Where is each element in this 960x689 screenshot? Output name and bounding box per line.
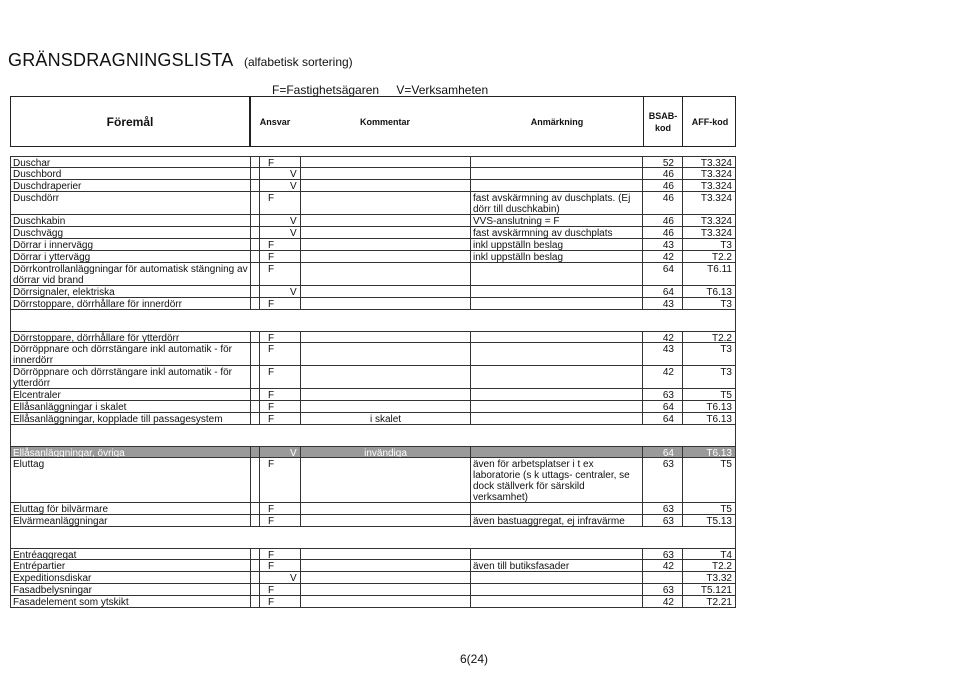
ansvar-f: F	[268, 414, 275, 424]
aff-cell: T2.2	[711, 333, 732, 342]
item-cell: Duschdraperier	[11, 180, 251, 191]
title-subtitle: (alfabetisk sortering)	[243, 55, 353, 69]
anmarkning-cell	[471, 389, 643, 400]
anmarkning-cell	[471, 286, 643, 297]
kommentar-cell	[301, 215, 471, 226]
bsab-cell: 42	[643, 366, 683, 388]
ansvar-f: F	[268, 504, 275, 514]
kommentar-cell	[301, 157, 471, 167]
ansvar-cell	[259, 215, 301, 226]
ansvar-cell	[259, 227, 301, 238]
anmarkning-cell	[471, 584, 643, 595]
bsab-cell: 42	[643, 596, 683, 607]
bsab-cell: 63	[643, 584, 683, 595]
item-cell: Eluttag för bilvärmare	[11, 503, 251, 514]
item-cell: Ellåsanläggningar, kopplade till passagesystem	[11, 413, 251, 424]
aff-cell: T5.121	[700, 585, 732, 595]
ansvar-cell	[259, 401, 301, 412]
ansvar-f: F	[268, 193, 275, 204]
ansvar-cell	[259, 157, 301, 167]
aff-cell: T5	[720, 390, 732, 400]
aff-cell: T5	[720, 459, 732, 470]
header-group-box	[250, 96, 736, 147]
ansvar-v: V	[290, 448, 297, 457]
bsab-cell: 43	[643, 298, 683, 309]
ansvar-cell	[259, 458, 301, 502]
anmarkning-cell: fast avskärmning av duschplats	[471, 227, 643, 238]
anmarkning-cell: även till butiksfasader	[471, 560, 643, 571]
ansvar-f: F	[268, 561, 275, 571]
ansvar-f: F	[268, 333, 275, 342]
ansvar-cell	[259, 503, 301, 514]
table-row	[10, 263, 736, 286]
ansvar-cell	[259, 366, 301, 388]
bsab-cell: 63	[643, 549, 683, 559]
ansvar-f: F	[268, 390, 275, 400]
anmarkning-cell: inkl uppställn beslag	[471, 251, 643, 262]
item-cell: Dörrar i yttervägg	[11, 251, 251, 262]
kommentar-cell	[301, 332, 471, 342]
header-ansvar: Ansvar	[259, 116, 291, 127]
ansvar-f: F	[268, 550, 275, 559]
table-spacer	[10, 527, 736, 548]
ansvar-f: F	[268, 459, 275, 470]
item-cell: Eluttag	[11, 458, 251, 502]
aff-cell: T2.2	[711, 561, 732, 571]
anmarkning-cell	[471, 343, 643, 365]
anmarkning-cell	[471, 157, 643, 167]
bsab-cell	[643, 572, 683, 583]
header-foremal-box	[10, 96, 250, 147]
ansvar-f: F	[268, 240, 275, 250]
item-cell: Dörrkontrollanläggningar för automatisk stängning av dörrar vid brand	[11, 263, 251, 285]
kommentar-cell	[301, 401, 471, 412]
table-row	[10, 343, 736, 366]
aff-cell: T3.324	[700, 228, 732, 238]
anmarkning-cell	[471, 549, 643, 559]
ansvar-cell	[259, 298, 301, 309]
ansvar-f: F	[268, 344, 275, 355]
table-row	[10, 227, 736, 239]
kommentar-cell	[301, 596, 471, 607]
kommentar-cell	[301, 366, 471, 388]
ansvar-cell	[259, 447, 301, 457]
aff-cell: T3.324	[700, 158, 732, 167]
ansvar-cell	[259, 560, 301, 571]
item-cell: Entrépartier	[11, 560, 251, 571]
kommentar-cell	[301, 227, 471, 238]
item-cell: Dörröppnare och dörrstängare inkl automatik - för ytterdörr	[11, 366, 251, 388]
legend-operator: V=Verksamheten	[396, 83, 489, 97]
bsab-cell: 42	[643, 251, 683, 262]
aff-cell: T3.324	[700, 169, 732, 179]
kommentar-cell	[301, 572, 471, 583]
item-cell: Elcentraler	[11, 389, 251, 400]
table-row	[10, 413, 736, 425]
aff-cell: T3.324	[700, 181, 732, 191]
kommentar-cell	[301, 180, 471, 191]
aff-cell: T5.13	[706, 516, 732, 526]
ansvar-cell	[259, 584, 301, 595]
kommentar-cell	[301, 515, 471, 526]
item-cell: Duschar	[11, 157, 251, 167]
bsab-cell: 63	[643, 515, 683, 526]
aff-cell: T6.13	[706, 448, 732, 457]
table-row	[10, 584, 736, 596]
ansvar-f: F	[268, 516, 275, 526]
header-foremal: Föremål	[106, 114, 154, 129]
aff-cell: T3.32	[706, 573, 732, 583]
table-row	[10, 389, 736, 401]
table-spacer	[10, 425, 736, 446]
ansvar-cell	[259, 413, 301, 424]
anmarkning-cell	[471, 413, 643, 424]
ansvar-cell	[259, 168, 301, 179]
bsab-cell: 46	[643, 192, 683, 214]
aff-cell: T6.13	[706, 402, 732, 412]
ansvar-cell	[259, 263, 301, 285]
ansvar-cell	[259, 239, 301, 250]
kommentar-cell	[301, 192, 471, 214]
table-row	[10, 446, 736, 458]
kommentar-cell	[301, 584, 471, 595]
kommentar-cell	[301, 343, 471, 365]
page-number: 6(24)	[460, 652, 489, 666]
item-cell: Ellåsanläggningar i skalet	[11, 401, 251, 412]
table-row	[10, 572, 736, 584]
anmarkning-cell	[471, 263, 643, 285]
kommentar-cell	[301, 458, 471, 502]
anmarkning-cell	[471, 332, 643, 342]
ansvar-v: V	[290, 216, 297, 226]
responsibility-table	[10, 156, 736, 608]
aff-cell: T6.13	[706, 287, 732, 297]
kommentar-cell	[301, 389, 471, 400]
ansvar-cell	[259, 549, 301, 559]
anmarkning-cell: fast avskärmning av duschplats. (Ej dörr till duschkabin)	[471, 192, 643, 214]
anmarkning-cell	[471, 447, 643, 457]
header-anmarkning: Anmärkning	[530, 116, 584, 127]
item-cell: Dörröppnare och dörrstängare inkl automatik - för innerdörr	[11, 343, 251, 365]
anmarkning-cell	[471, 180, 643, 191]
item-cell: Dörrar i innervägg	[11, 239, 251, 250]
title-main: GRÄNSDRAGNINGSLISTA	[8, 50, 234, 70]
anmarkning-cell	[471, 596, 643, 607]
header-kommentar: Kommentar	[359, 116, 410, 127]
bsab-cell: 64	[643, 447, 683, 457]
item-cell: Duschkabin	[11, 215, 251, 226]
ansvar-v: V	[290, 228, 297, 238]
kommentar-cell: i skalet	[301, 413, 471, 424]
item-cell: Dörrstoppare, dörrhållare för ytterdörr	[11, 332, 251, 342]
anmarkning-cell: även för arbetsplatser i t ex laboratorie (s k uttags- centraler, se dock ställverk för särskild verksamhet)	[471, 458, 643, 502]
header-aff: AFF-kod	[691, 116, 729, 127]
item-cell: Elvärmeanläggningar	[11, 515, 251, 526]
table-row	[10, 192, 736, 215]
aff-cell: T2.2	[711, 252, 732, 262]
ansvar-cell	[259, 180, 301, 191]
table-row	[10, 560, 736, 572]
ansvar-v: V	[290, 169, 297, 179]
ansvar-f: F	[268, 252, 275, 262]
anmarkning-cell	[471, 572, 643, 583]
anmarkning-cell	[471, 366, 643, 388]
bsab-cell: 43	[643, 239, 683, 250]
anmarkning-cell: inkl uppställn beslag	[471, 239, 643, 250]
table-spacer	[10, 310, 736, 331]
kommentar-cell	[301, 263, 471, 285]
anmarkning-cell	[471, 401, 643, 412]
table-row	[10, 298, 736, 310]
kommentar-cell	[301, 239, 471, 250]
ansvar-cell	[259, 192, 301, 214]
ansvar-f: F	[268, 585, 275, 595]
bsab-cell: 46	[643, 215, 683, 226]
ansvar-f: F	[268, 367, 275, 378]
kommentar-cell	[301, 549, 471, 559]
table-row	[10, 515, 736, 527]
ansvar-cell	[259, 332, 301, 342]
bsab-cell: 63	[643, 458, 683, 502]
kommentar-cell: invändiga	[301, 447, 471, 457]
ansvar-cell	[259, 286, 301, 297]
ansvar-f: F	[268, 597, 275, 607]
bsab-cell: 46	[643, 168, 683, 179]
ansvar-cell	[259, 515, 301, 526]
aff-cell: T3	[720, 240, 732, 250]
bsab-cell: 64	[643, 286, 683, 297]
ansvar-cell	[259, 251, 301, 262]
responsibility-legend	[272, 83, 488, 97]
ansvar-cell	[259, 596, 301, 607]
ansvar-cell	[259, 343, 301, 365]
table-row	[10, 286, 736, 298]
ansvar-f: F	[268, 264, 275, 275]
ansvar-v: V	[290, 287, 297, 297]
item-cell: Duschbord	[11, 168, 251, 179]
ansvar-f: F	[268, 299, 275, 309]
table-row	[10, 180, 736, 192]
table-row	[10, 596, 736, 608]
kommentar-cell	[301, 298, 471, 309]
bsab-cell: 63	[643, 503, 683, 514]
ansvar-f: F	[268, 158, 275, 167]
ansvar-f: F	[268, 402, 275, 412]
table-row	[10, 331, 736, 343]
header-bsab: BSAB-kod	[643, 97, 683, 146]
bsab-cell: 46	[643, 180, 683, 191]
table-row	[10, 168, 736, 180]
item-cell: Dörrstoppare, dörrhållare för innerdörr	[11, 298, 251, 309]
item-cell: Entréaggregat	[11, 549, 251, 559]
kommentar-cell	[301, 168, 471, 179]
kommentar-cell	[301, 251, 471, 262]
kommentar-cell	[301, 286, 471, 297]
bsab-cell: 64	[643, 413, 683, 424]
item-cell: Duschvägg	[11, 227, 251, 238]
item-cell: Ellåsanläggningar, övriga	[11, 447, 251, 457]
ansvar-cell	[259, 389, 301, 400]
item-cell: Fasadbelysningar	[11, 584, 251, 595]
anmarkning-cell	[471, 298, 643, 309]
item-cell: Fasadelement som ytskikt	[11, 596, 251, 607]
kommentar-cell	[301, 503, 471, 514]
ansvar-v: V	[290, 573, 297, 583]
item-cell: Expeditionsdiskar	[11, 572, 251, 583]
table-row	[10, 366, 736, 389]
anmarkning-cell	[471, 168, 643, 179]
legend-owner: F=Fastighetsägaren	[272, 83, 380, 97]
table-row	[10, 239, 736, 251]
ansvar-v: V	[290, 181, 297, 191]
table-row	[10, 458, 736, 503]
bsab-cell: 64	[643, 401, 683, 412]
table-row	[10, 251, 736, 263]
document-title	[8, 50, 353, 71]
bsab-cell: 63	[643, 389, 683, 400]
aff-cell: T5	[720, 504, 732, 514]
kommentar-cell	[301, 560, 471, 571]
table-row	[10, 156, 736, 168]
anmarkning-cell	[471, 503, 643, 514]
table-row	[10, 215, 736, 227]
bsab-cell: 43	[643, 343, 683, 365]
aff-cell: T6.11	[707, 264, 732, 275]
item-cell: Duschdörr	[11, 192, 251, 214]
bsab-cell: 46	[643, 227, 683, 238]
table-row	[10, 401, 736, 413]
aff-cell: T3	[720, 367, 732, 378]
table-row	[10, 503, 736, 515]
aff-cell: T3	[720, 299, 732, 309]
aff-cell: T4	[720, 550, 732, 559]
aff-cell: T6.13	[706, 414, 732, 424]
aff-cell: T2.21	[706, 597, 732, 607]
table-row	[10, 548, 736, 560]
ansvar-cell	[259, 572, 301, 583]
anmarkning-cell: även bastuaggregat, ej infravärme	[471, 515, 643, 526]
bsab-cell: 42	[643, 332, 683, 342]
aff-cell: T3	[720, 344, 732, 355]
item-cell: Dörrsignaler, elektriska	[11, 286, 251, 297]
anmarkning-cell: VVS-anslutning = F	[471, 215, 643, 226]
aff-cell: T3.324	[700, 216, 732, 226]
bsab-cell: 64	[643, 263, 683, 285]
bsab-cell: 42	[643, 560, 683, 571]
aff-cell: T3.324	[700, 193, 732, 204]
bsab-cell: 52	[643, 157, 683, 167]
